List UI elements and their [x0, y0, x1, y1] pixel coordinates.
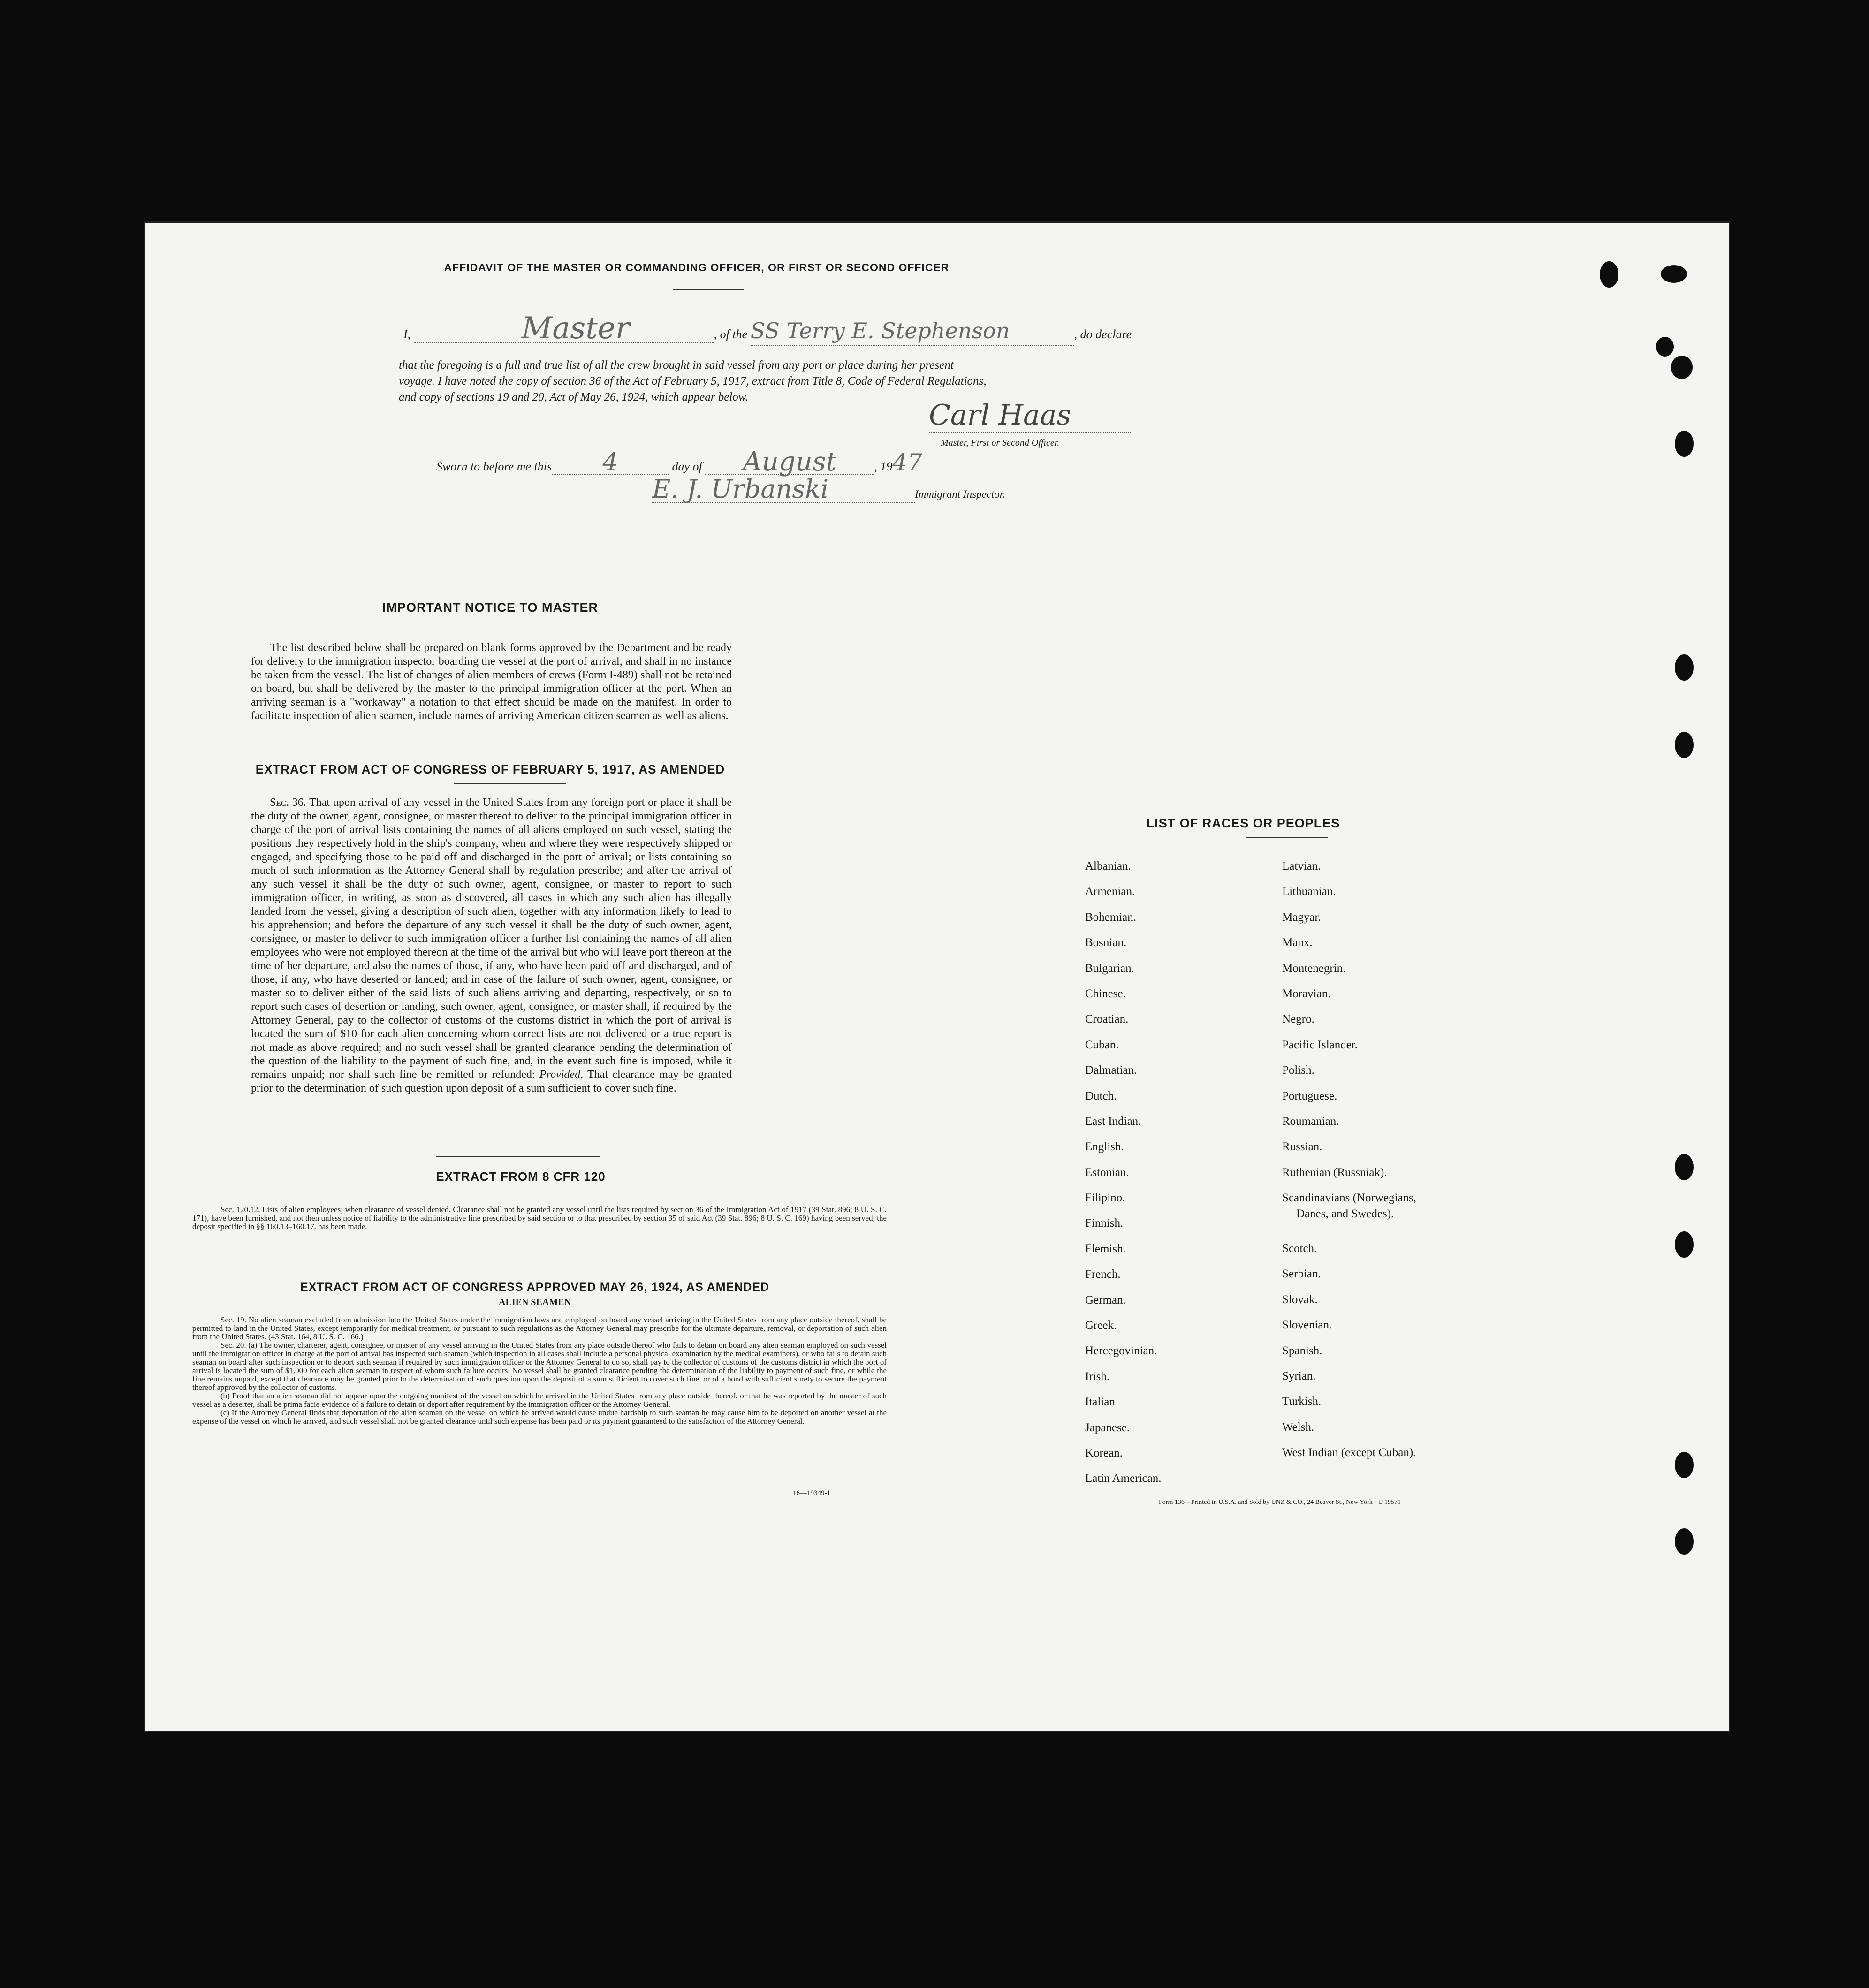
race-item: Portuguese.: [1282, 1089, 1337, 1102]
extract-1924-form-number: 16—19349-1: [793, 1489, 830, 1497]
race-item: West Indian (except Cuban).: [1282, 1446, 1416, 1459]
race-item: Hercegovinian.: [1085, 1344, 1157, 1358]
section-36-label: Sec. 36.: [270, 797, 306, 809]
races-title-rule: [1246, 837, 1328, 838]
race-item: Chinese.: [1085, 987, 1126, 1000]
races-left-column: [1085, 860, 1161, 1498]
races-right-column: [1282, 860, 1416, 1472]
section-36-body: That upon arrival of any vessel in the United States from any foreign port or place it shall be the duty of the owner, agent, consignee, or master thereof to deliver to the principal immigration officer in charge of the port of arrival lists containing the names of all aliens employed on such vessel, stating the positions they respectively hold in the ship's company, when and where they were respectively shipped or engaged, and specifying those to be paid off and discharged in the port of arrival; or lists containing so much of such information as the Attorney General shall by regulation prescribe; and after the arrival of any such vessel it shall be the duty of such owner, agent, consignee, or master to report to such immigration officer, in writing, as soon as discovered, all cases in which any such alien has illegally landed from the vessel, giving a description of such alien, together with any information likely to lead to his apprehension; and before the departure of any such vessel it shall be the duty of such owner, agent, consignee, or master to deliver to such immigration officer a further list containing the names of all alien employees who were not employed thereon at the time of the arrival but who will leave port thereon at the time of her departure, and also the names of those, if any, who have been paid off and discharged, and of those, if any, who have deserted or landed; and in case of the failure of such owner, agent, consignee, or master so to deliver either of the said lists of such aliens arriving and departing, respectively, or so to report such cases of desertion or landing, such owner, agent, consignee, or master shall, if required by the Attorney General, pay to the collector of customs of the customs district in which the port of arrival is located the sum of $10 for each alien concerning whom correct lists are not delivered or a true report is not made as above required; and no such vessel shall be granted clearance pending the determination of the question of the liability to the payment of such fine, and, in the event such fine is imposed, while it remains unpaid; nor shall such fine be remitted or refunded:: [251, 797, 732, 1081]
races-title: LIST OF RACES OR PEOPLES: [1146, 816, 1340, 830]
race-item: Korean.: [1085, 1446, 1123, 1459]
binder-hole: [1661, 265, 1687, 283]
race-item: Turkish.: [1282, 1395, 1322, 1408]
race-item: Flemish.: [1085, 1242, 1126, 1255]
race-item: Italian: [1085, 1396, 1115, 1409]
race-item: Pacific Islander.: [1282, 1038, 1358, 1051]
provided-word: Provided,: [539, 1069, 584, 1081]
race-item: Finnish.: [1085, 1217, 1124, 1230]
inspector-line: [652, 476, 1005, 503]
race-item: Manx.: [1282, 936, 1313, 949]
affidavit-line-4: and copy of sections 19 and 20, Act of May 26, 1924, which appear below.: [399, 391, 748, 403]
race-item: Dalmatian.: [1085, 1064, 1137, 1077]
race-item: Spanish.: [1282, 1344, 1322, 1357]
master-signature: Carl Haas: [929, 399, 1131, 433]
affidavit-i: I,: [403, 327, 411, 341]
binder-hole: [1675, 1154, 1694, 1180]
race-item: Polish.: [1282, 1064, 1314, 1077]
race-item: Montenegrin.: [1282, 962, 1346, 975]
race-item: Latin American.: [1085, 1472, 1162, 1485]
race-item: Croatian.: [1085, 1013, 1129, 1026]
binder-hole: [1675, 431, 1694, 457]
section-36-tail: That clearance may be granted prior to the determination of such question upon deposit of a sum sufficient to cover such fine.: [251, 1069, 732, 1094]
document-page: [145, 223, 1729, 1731]
race-item: Estonian.: [1085, 1166, 1129, 1179]
affidavit-line-1: [403, 311, 1318, 346]
race-item: Ruthenian (Russniak).: [1282, 1166, 1387, 1179]
binder-hole: [1675, 732, 1694, 758]
affidavit-title: AFFIDAVIT OF THE MASTER OR COMMANDING OFFICER, OR FIRST OR SECOND OFFICER: [444, 261, 950, 273]
race-item: English.: [1085, 1140, 1124, 1153]
binder-hole: [1656, 337, 1674, 357]
race-item: Lithuanian.: [1282, 885, 1336, 898]
do-declare-label: , do declare: [1074, 327, 1132, 341]
race-item: Albanian.: [1085, 860, 1131, 873]
day-of-label: day of: [672, 460, 702, 473]
race-item: Slovenian.: [1282, 1319, 1332, 1332]
notice-text: The list described below shall be prepared on blank forms approved by the Department and be ready for delivery to the immigration inspector boarding the vessel at the port of arrival, and shall in no instance be taken from the vessel. The list of changes of alien members of crews (Form I-489) shall not be retained on board, but shall be delivered by the master to the principal immigration officer at the port. When an arriving seaman is a "workaway" a notation to that effect should be made on the manifest. In order to facilitate inspection of alien seamen, include names of arriving American citizen seamen as well as aliens.: [251, 642, 732, 722]
extract-1917-title-rule: [454, 783, 566, 784]
race-item: Syrian.: [1282, 1370, 1316, 1383]
year-prefix-label: , 19: [874, 460, 893, 473]
race-item: Cuban.: [1085, 1038, 1119, 1051]
section-20c-text: (c) If the Attorney General finds that deportation of the alien seaman on the vessel on which he arrived would cause undue hardship to such seaman he may cause him to be deported on another vessel at the expense of the vessel on which he arrived, and such vessel shall not be granted clearance until such expense has been paid or its payment guaranteed to the satisfaction of the Attorney General.: [192, 1408, 887, 1426]
race-item: Danes, and Swedes).: [1296, 1207, 1394, 1221]
race-item: Bosnian.: [1085, 936, 1127, 949]
binder-hole: [1675, 1231, 1694, 1258]
extract-1924-text: [192, 1316, 887, 1426]
race-item: Slovak.: [1282, 1293, 1318, 1306]
extract-1917-title: EXTRACT FROM ACT OF CONGRESS OF FEBRUARY 5, 1917, AS AMENDED: [255, 762, 725, 776]
sworn-year: 47: [892, 449, 922, 476]
race-item: French.: [1085, 1268, 1121, 1281]
binder-hole: [1675, 1452, 1694, 1478]
inspector-caption: Immigrant Inspector.: [915, 488, 1005, 500]
cfr-text: Sec. 120.12. Lists of alien employees; when clearance of vessel denied. Clearance shall not be granted any vessel until the lists required by section 36 of the Immigration Act of 1917 (39 Stat. 896; 8 U. S. C. 171), have been furnished, and not then unless notice of liability to the administrative fine prescribed by said section or to that prescribed by section 35 of said Act (39 Stat. 896; 8 U. S. C. 169) having been served, the deposit specified in §§ 160.13–160.17, has been made.: [192, 1205, 887, 1231]
race-item: Russian.: [1282, 1140, 1322, 1153]
cfr-top-rule: [436, 1156, 600, 1157]
sworn-label: Sworn to before me this: [436, 460, 552, 473]
race-item: East Indian.: [1085, 1115, 1141, 1128]
section-20a-text: Sec. 20. (a) The owner, charterer, agent, consignee, or master of any vessel arriving in the United States from any place outside thereof who fails to detain on board any alien seaman employed on such vessel until the immigration officer in charge at the port of arrival has inspected such seaman (which inspection in all cases shall include a personal physical examination by the medical examiners), or who fails to detain such seaman on board after such inspection or to deport such seaman if required by such immigration officer or the Attorney General to do so, shall pay to the collector of customs of the customs district in which the port of arrival is located the sum of $1,000 for each alien seaman in respect of whom such failure occurs. No vessel shall be granted clearance pending the determination of the liability to payment of such fine, or while the fine remains unpaid, except that clearance may be granted prior to the determination of such question upon the deposit of a sum sufficient to cover such fine, or of a bond with sufficient surety to secure the payment thereof approved by the collector of customs.: [192, 1341, 887, 1392]
sworn-day: 4: [552, 451, 669, 475]
affidavit-line-3: voyage. I have noted the copy of section 36 of the Act of February 5, 1917, extract from Title 8, Code of Federal Regulations,: [399, 375, 987, 387]
master-signature-caption: Master, First or Second Officer.: [941, 438, 1060, 448]
cfr-title: EXTRACT FROM 8 CFR 120: [436, 1169, 606, 1184]
race-item: Negro.: [1282, 1013, 1314, 1026]
race-item: Dutch.: [1085, 1089, 1117, 1102]
binder-hole: [1671, 356, 1693, 379]
race-item: Welsh.: [1282, 1420, 1314, 1434]
form-footer: Form 136—Printed in U.S.A. and Sold by UNZ & CO., 24 Beaver St., New York · U 19571: [1159, 1499, 1401, 1506]
officer-title-handwritten: Master: [414, 314, 714, 343]
race-item: Irish.: [1085, 1370, 1110, 1383]
sworn-line: [436, 447, 922, 477]
extract-1924-title: EXTRACT FROM ACT OF CONGRESS APPROVED MAY 26, 1924, AS AMENDED: [300, 1281, 770, 1294]
binder-hole: [1675, 654, 1694, 681]
race-item: Latvian.: [1282, 860, 1321, 873]
inspector-signature: E. J. Urbanski: [652, 476, 915, 503]
extract-1917-text: [251, 796, 732, 1095]
section-20b-text: (b) Proof that an alien seaman did not appear upon the outgoing manifest of the vessel on which he arrived in the United States from any place outside thereof, or that he was reported by the master of such vessel as a deserter, shall be prima facie evidence of a failure to detain or deport after requirement by the immigration officer or the Attorney General.: [192, 1391, 887, 1409]
sworn-month: August: [705, 450, 874, 475]
section-19-text: Sec. 19. No alien seaman excluded from admission into the United States under the immigration laws and employed on board any vessel arriving in the United States from any place outside thereof, shall be permitted to land in the United States, except temporarily for medical treatment, or pursuant to such regulations as the Attorney General may prescribe for the ultimate departure, removal, or deportation of such alien from the United States. (43 Stat. 164, 8 U. S. C. 166.): [192, 1315, 887, 1341]
binder-hole: [1600, 261, 1618, 288]
race-item: Roumanian.: [1282, 1115, 1339, 1128]
race-item: Scotch.: [1282, 1242, 1317, 1255]
race-item: Greek.: [1085, 1319, 1117, 1332]
race-item: Scandinavians (Norwegians,: [1282, 1191, 1417, 1205]
notice-title: IMPORTANT NOTICE TO MASTER: [382, 600, 598, 615]
race-item: German.: [1085, 1293, 1126, 1306]
race-item: Magyar.: [1282, 911, 1321, 924]
race-item: Bohemian.: [1085, 911, 1137, 924]
race-item: Bulgarian.: [1085, 962, 1134, 975]
affidavit-line-2: that the foregoing is a full and true list of all the crew brought in said vessel from any port or place during her present: [399, 359, 954, 372]
extract-1924-subtitle: ALIEN SEAMEN: [499, 1297, 571, 1307]
of-the-label: , of the: [714, 327, 748, 341]
affidavit-title-rule: [673, 289, 744, 290]
race-item: Filipino.: [1085, 1191, 1125, 1205]
race-item: Japanese.: [1085, 1421, 1130, 1434]
vessel-name-handwritten: SS Terry E. Stephenson: [751, 317, 1074, 346]
race-item: Moravian.: [1282, 987, 1331, 1000]
race-item: Serbian.: [1282, 1267, 1321, 1281]
binder-hole: [1675, 1528, 1694, 1555]
race-item: Armenian.: [1085, 885, 1135, 898]
